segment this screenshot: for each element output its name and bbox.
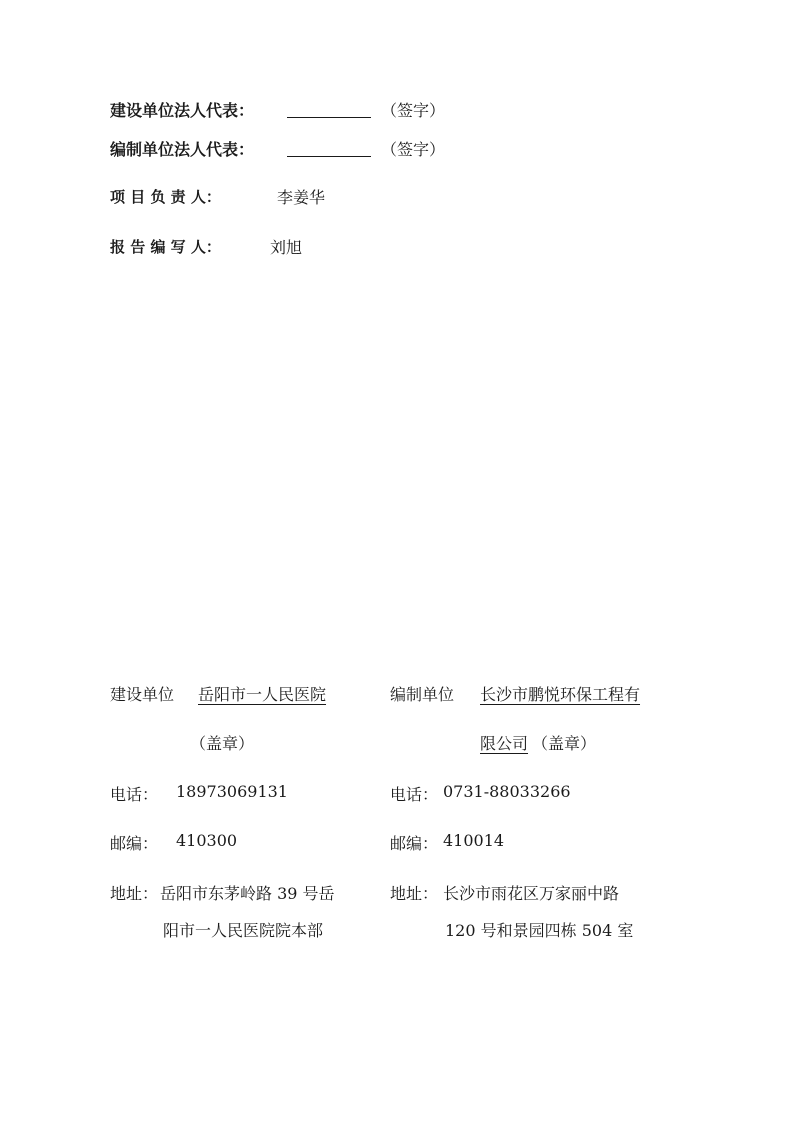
project-lead-label: 项 目 负 责 人： — [110, 188, 221, 206]
builder-address-line2: 阳市一人民医院院本部 — [163, 921, 324, 940]
compiler-postcode: 410014 — [443, 831, 505, 850]
builder-address-label: 地址： — [110, 884, 159, 903]
builder-sign-note: （签字） — [381, 101, 446, 120]
builder-unit-name: 岳阳市一人民医院 — [198, 685, 327, 704]
report-writer-label: 报 告 编 写 人： — [110, 238, 221, 256]
compiler-address-line2: 120 号和景园四栋 504 室 — [445, 921, 634, 940]
compiler-address-label: 地址： — [390, 884, 439, 903]
compiler-phone-label: 电话： — [390, 785, 439, 804]
builder-legal-rep-label: 建设单位法人代表： — [110, 101, 255, 120]
compiler-address-line1: 长沙市雨花区万家丽中路 — [443, 884, 620, 903]
builder-postcode: 410300 — [176, 831, 238, 850]
builder-signature-line — [287, 117, 371, 118]
builder-postcode-label: 邮编： — [110, 834, 159, 853]
compiler-unit-name-line2: 限公司 — [480, 734, 529, 753]
builder-unit-label: 建设单位 — [110, 685, 175, 704]
compiler-unit-label: 编制单位 — [390, 685, 455, 704]
report-writer-name: 刘旭 — [270, 238, 303, 257]
compiler-postcode-label: 邮编： — [390, 834, 439, 853]
compiler-signature-line — [287, 156, 371, 157]
compiler-sign-note: （签字） — [381, 140, 446, 159]
compiler-seal-note: （盖章） — [532, 734, 597, 753]
compiler-phone: 0731-88033266 — [443, 782, 571, 801]
builder-seal-note: （盖章） — [190, 734, 255, 753]
builder-phone: 18973069131 — [176, 782, 288, 801]
compiler-unit-name-line1: 长沙市鹏悦环保工程有 — [480, 685, 641, 704]
builder-phone-label: 电话： — [110, 785, 159, 804]
builder-address-line1: 岳阳市东茅岭路 39 号岳 — [160, 884, 335, 903]
project-lead-name: 李姜华 — [277, 188, 326, 207]
compiler-legal-rep-label: 编制单位法人代表： — [110, 140, 255, 159]
